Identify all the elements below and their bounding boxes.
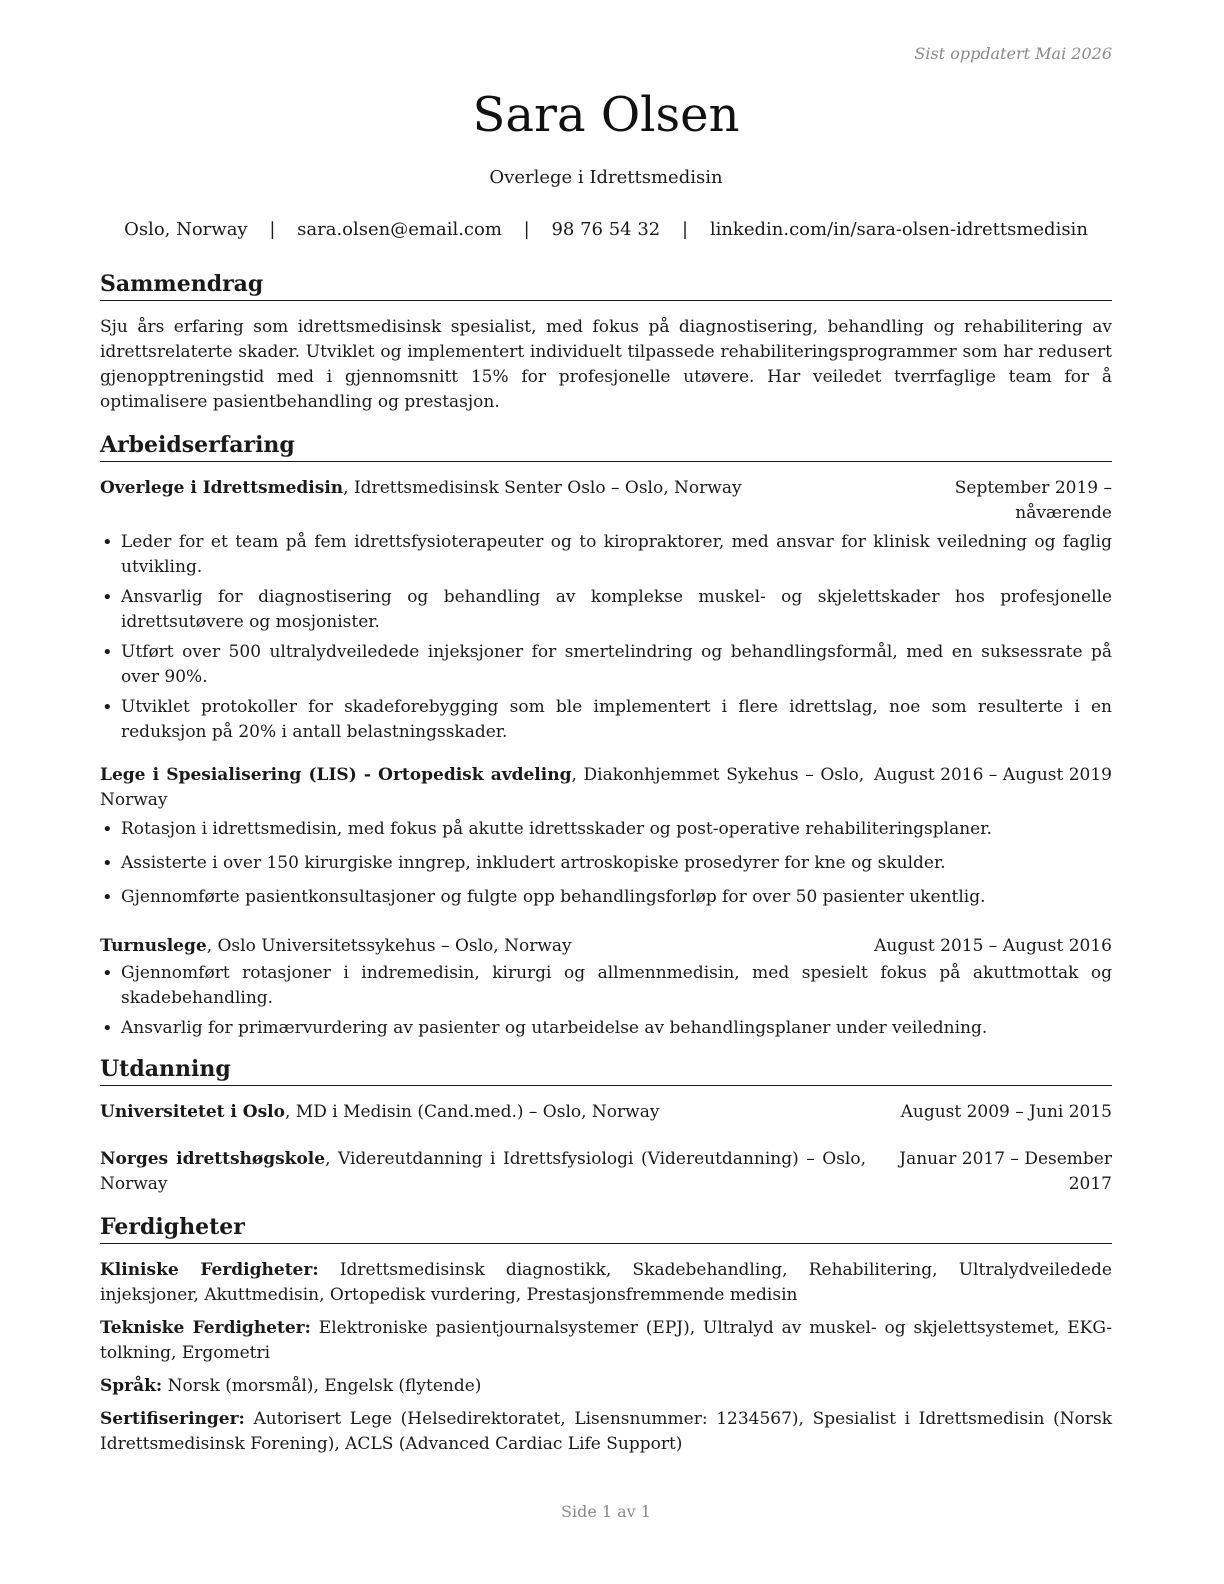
skill-row [100, 1258, 1112, 1308]
job-dates: August 2015 – August 2016 [874, 936, 1112, 956]
contact-linkedin[interactable]: linkedin.com/in/sara-olsen-idrettsmedisin [709, 219, 1088, 240]
job-role: Overlege i Idrettsmedisin [100, 478, 344, 498]
contact-phone: 98 76 54 32 [551, 219, 661, 240]
education-entry [100, 1147, 1112, 1197]
person-name: Sara Olsen [472, 87, 740, 143]
job-bullet: • Gjennomførte pasientkonsultasjoner og fulgte opp behandlingsforløp for over 50 pasienter ukentlig. [100, 885, 1112, 910]
job-header [100, 763, 1112, 813]
job-bullets [100, 530, 1112, 745]
education-detail: , MD i Medisin (Cand.med.) – Oslo, Norway [284, 1102, 660, 1122]
skill-value: Norsk (morsmål), Engelsk (flytende) [167, 1376, 482, 1396]
contact-separator: | [682, 219, 689, 240]
job-bullet: • Assisterte i over 150 kirurgiske inngrep, inkludert artroskopiske prosedyrer for kne og skulder. [100, 851, 1112, 876]
job-role: Turnuslege [100, 936, 207, 956]
job-role: Lege i Spesialisering (LIS) - Ortopedisk avdeling [100, 765, 572, 785]
job-heading [100, 476, 866, 526]
last-updated: Sist oppdatert Mai 2026 [914, 44, 1112, 63]
skill-row [100, 1374, 1112, 1399]
job-org: , Diakonhjemmet Sykehus – Oslo, Norway [100, 765, 865, 810]
job-dates: September 2019 – nåværende [954, 478, 1112, 523]
job-bullet: • Ansvarlig for diagnostisering og behandling av komplekse muskel- og skjelettskader hos profesjonelle idrettsutøvere og mosjonister. [100, 585, 1112, 635]
job-dates: August 2016 – August 2019 [874, 765, 1112, 785]
job-bullet: • Utført over 500 ultralydveiledede injeksjoner for smertelindring og behandlingsformål, med en suksessrate på over 90%. [100, 640, 1112, 690]
job-org: , Idrettsmedisinsk Senter Oslo – Oslo, Norway [343, 478, 742, 498]
job-org: , Oslo Universitetssykehus – Oslo, Norway [206, 936, 572, 956]
skill-label: Språk: [100, 1376, 163, 1396]
education-school: Norges idrettshøgskole [100, 1149, 326, 1169]
skill-row [100, 1316, 1112, 1366]
education-dates: Januar 2017 – Desember 2017 [899, 1149, 1112, 1194]
skill-label: Sertifiseringer: [100, 1409, 245, 1429]
education-dates: August 2009 – Juni 2015 [900, 1102, 1112, 1122]
section-title-summary: Sammendrag [100, 270, 1112, 301]
resume-page [100, 0, 1112, 1584]
job-header [100, 476, 1112, 526]
resume-content [100, 270, 1112, 1457]
education-detail: , Videreutdanning i Idrettsfysiologi (Videreutdanning) – Oslo, Norway [100, 1149, 867, 1194]
job-bullet: • Utviklet protokoller for skadeforebygging som ble implementert i flere idrettslag, noe som resulterte i en reduksjon på 20% i antall belastningsskader. [100, 695, 1112, 745]
skill-value: Idrettsmedisinsk diagnostikk, Skadebehandling, Rehabilitering, Ultralydveiledede injeksjoner, Akuttmedisin, Ortopedisk vurdering, Prestasjonsfremmende medisin [100, 1260, 1112, 1305]
job-bullet: • Rotasjon i idrettsmedisin, med fokus på akutte idrettsskader og post-operative rehabiliteringsplaner. [100, 817, 1112, 842]
contact-email[interactable]: sara.olsen@email.com [297, 219, 502, 240]
section-title-skills: Ferdigheter [100, 1213, 1112, 1244]
contact-line [100, 219, 1112, 240]
education-heading [100, 1100, 891, 1125]
job-bullet: • Leder for et team på fem idrettsfysioterapeuter og to kiropraktorer, med ansvar for klinisk veiledning og faglig utvikling. [100, 530, 1112, 580]
skill-label: Kliniske Ferdigheter: [100, 1260, 319, 1280]
section-title-experience: Arbeidserfaring [100, 431, 1112, 462]
section-title-education: Utdanning [100, 1055, 1112, 1086]
job-entry [100, 763, 1112, 910]
job-bullet: • Ansvarlig for primærvurdering av pasienter og utarbeidelse av behandlingsplaner under veiledning. [100, 1016, 1112, 1041]
skill-value: Autorisert Lege (Helsedirektoratet, Lisensnummer: 1234567), Spesialist i Idrettsmedisin (Norsk Idrettsmedisinsk Forening), ACLS (Advanced Cardiac Life Support) [100, 1409, 1112, 1454]
job-heading [100, 934, 864, 959]
skill-value: Elektroniske pasientjournalsystemer (EPJ), Ultralyd av muskel- og skjelettsystemet, EKG-tolkning, Ergometri [100, 1318, 1113, 1363]
skill-label: Tekniske Ferdigheter: [100, 1318, 311, 1338]
contact-separator: | [269, 219, 276, 240]
contact-location: Oslo, Norway [124, 219, 248, 240]
job-heading [100, 763, 864, 813]
job-header [100, 934, 1112, 959]
job-title: Overlege i Idrettsmedisin [489, 167, 723, 188]
job-bullet: • Gjennomført rotasjoner i indremedisin, kirurgi og allmennmedisin, med spesielt fokus på akuttmottak og skadebehandling. [100, 961, 1112, 1011]
education-entry [100, 1100, 1112, 1125]
skill-row [100, 1407, 1112, 1457]
contact-separator: | [523, 219, 530, 240]
education-school: Universitetet i Oslo [100, 1102, 285, 1122]
job-bullets [100, 961, 1112, 1041]
page-footer: Side 1 av 1 [561, 1502, 651, 1521]
job-entry [100, 476, 1112, 745]
job-bullets [100, 817, 1112, 910]
job-entry [100, 934, 1112, 1041]
summary-text: Sju års erfaring som idrettsmedisinsk spesialist, med fokus på diagnostisering, behandling og rehabilitering av idrettsrelaterte skader. Utviklet og implementert individuelt tilpassede rehabiliteringsprogrammer som har redusert gjenopptreningstid med i gjennomsnitt 15% for profesjonelle utøvere. Har veiledet tverrfaglige team for å optimalisere pasientbehandling og prestasjon. [100, 317, 1112, 412]
education-heading [100, 1147, 866, 1197]
